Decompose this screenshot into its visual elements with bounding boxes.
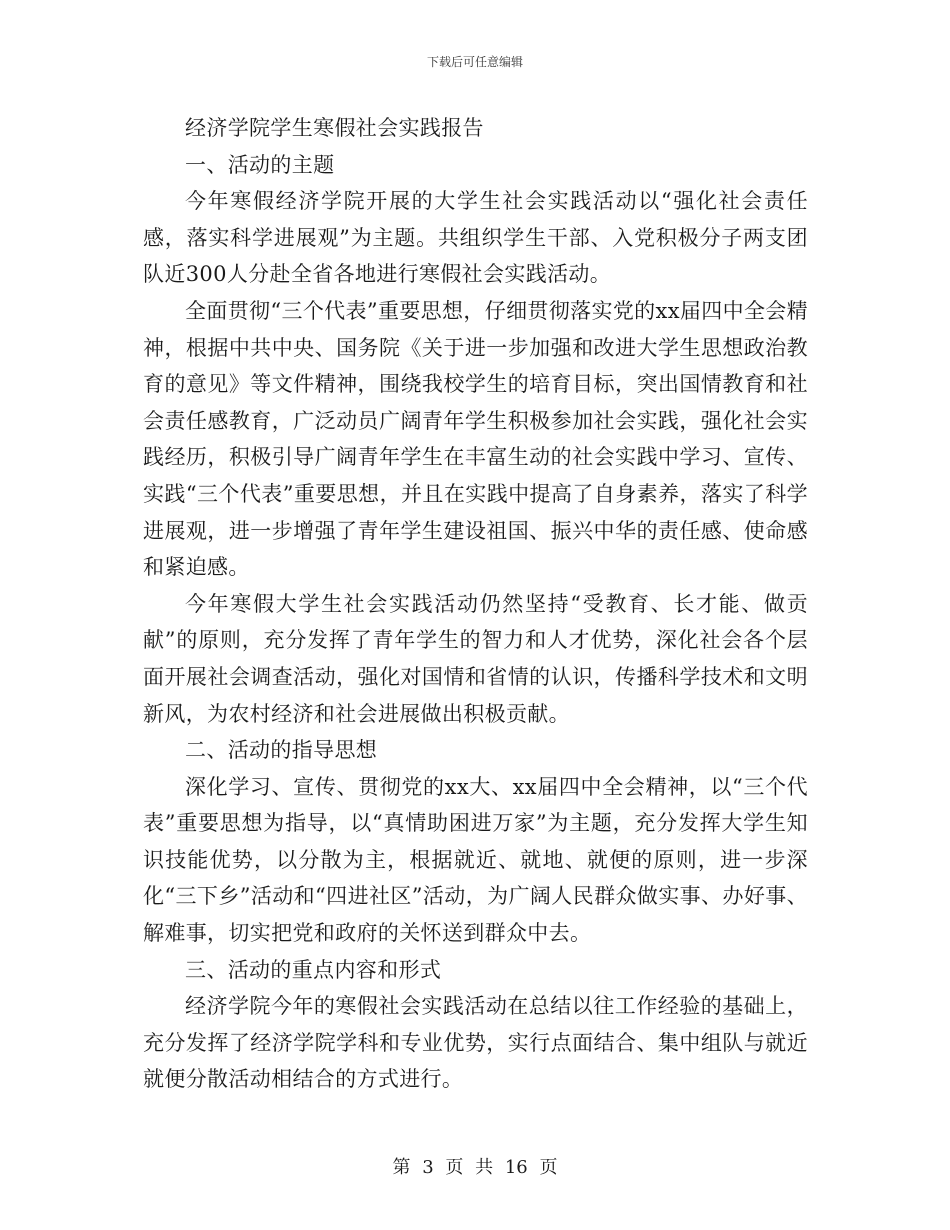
section-heading-guiding-thought: 二、活动的指导思想 [185, 738, 378, 763]
paragraph: 深化学习、宣传、贯彻党的xx大、xx届四中全会精神，以“三个代表”重要思想为指导，以“真情助困进万家”为主题，充分发挥大学生知识技能优势，以分散为主，根据就近、就地、就便的原则，进一步深化“三下乡”活动和“四进社区”活动，为广阔人民群众做实事、办好事、解难事，切实把党和政府的关怀送到群众中去。 [143, 774, 808, 946]
paragraph: 今年寒假经济学院开展的大学生社会实践活动以“强化社会责任感，落实科学进展观”为主题。共组织学生干部、入党积极分子两支团队近300人分赴全省各地进行寒假社会实践活动。 [143, 189, 808, 287]
page-number-footer: 第 3 页 共 16 页 [392, 1157, 558, 1178]
page-header-note: 下载后可任意编辑 [426, 55, 523, 69]
document-body [143, 110, 808, 1098]
paragraph: 全面贯彻“三个代表”重要思想，仔细贯彻落实党的xx届四中全会精神，根据中共中央、国务院《关于进一步加强和改进大学生思想政治教育的意见》等文件精神，围绕我校学生的培育目标，突出国情教育和社会责任感教育，广泛动员广阔青年学生积极参加社会实践，强化社会实践经历，积极引导广阔青年学生在丰富生动的社会实践中学习、宣传、实践“三个代表”重要思想，并且在实践中提高了自身素养，落实了科学进展观，进一步增强了青年学生建设祖国、振兴中华的责任感、使命感和紧迫感。 [143, 298, 809, 580]
section-heading-content-form: 三、活动的重点内容和形式 [185, 957, 442, 982]
section-heading-theme: 一、活动的主题 [185, 152, 335, 177]
document-title: 经济学院学生寒假社会实践报告 [185, 116, 484, 140]
paragraph: 今年寒假大学生社会实践活动仍然坚持“受教育、长才能、做贡献”的原则，充分发挥了青年学生的智力和人才优势，深化社会各个层面开展社会调查活动，强化对国情和省情的认识，传播科学技术和文明新风，为农村经济和社会进展做出积极贡献。 [143, 591, 808, 726]
paragraph: 经济学院今年的寒假社会实践活动在总结以往工作经验的基础上，充分发挥了经济学院学科和专业优势，实行点面结合、集中组队与就近就便分散活动相结合的方式进行。 [143, 994, 808, 1092]
